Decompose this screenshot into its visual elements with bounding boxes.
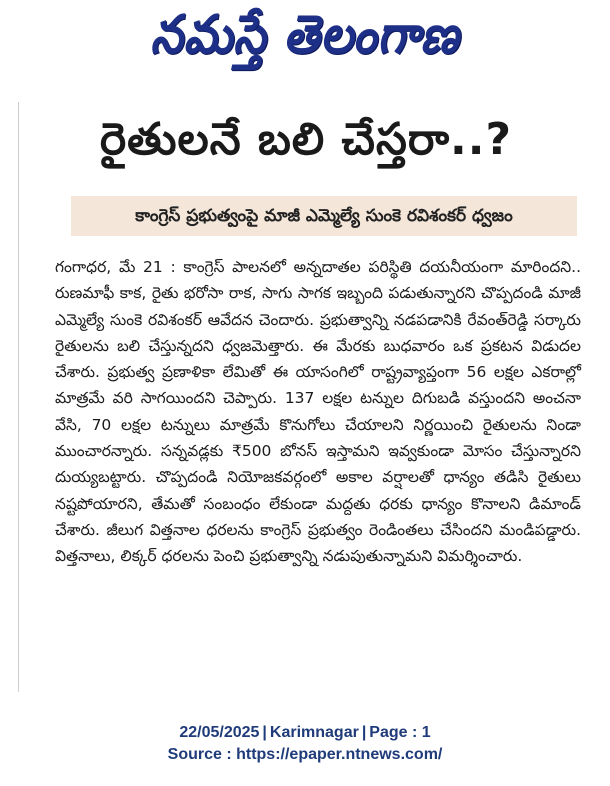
footer-separator: | <box>361 724 367 741</box>
article-dateline: గంగాధర, మే 21 : <box>55 258 176 276</box>
article-body-text: కాంగ్రెస్ పాలనలో అన్నదాతల పరిస్థితి దయనీయంగా మారిందని.. రుణమాఫీ కాక, రైతు భరోసా రాక, సాగు సాగక ఇబ్బంది పడుతున్నారని చొప్పదండి మాజీ ఎమ్మెల్యే సుంకె రవిశంకర్ ఆవేదన చెందారు. ప్రభుత్వాన్ని నడపడానికి రేవంత్‌రెడ్డి సర్కారు రైతులను బలి చేస్తున్నదని ధ్వజమెత్తారు. ఈ మేరకు బుధవారం ఒక ప్రకటన విడుదల చేశారు. ప్రభుత్వ ప్రణాళికా లేమితో ఈ యాసంగిలో రాష్ట్రవ్యాప్తంగా 56 లక్షల ఎకరాల్లో మాత్రమే వరి సాగయిందని చెప్పారు. 137 లక్షల టన్నుల దిగుబడి వస్తుందని అంచనా వేసి, 70 లక్షల టన్నులు మాత్రమే కొనుగోలు చేయాలని నిర్ణయించి రైతులను నిండా ముంచారన్నారు. సన్నవడ్లకు ₹500 బోనస్ ఇస్తామని ఇవ్వకుండా మోసం చేస్తున్నారని దుయ్యబట్టారు. చొప్పదండి నియోజకవర్గంలో అకాల వర్షాలతో ధాన్యం తడిసి రైతులు నష్టపోయారని, తేమతో సంబంధం లేకుండా మద్దతు ధరకు ధాన్యం కొనాలని డిమాండ్ చేశారు. జీలుగ విత్తనాల ధరలను కాంగ్రెస్ ప్రభుత్వం రెండింతలు చేసిందని మండిపడ్డారు. విత్తనాలు, లిక్కర్ ధరలను పెంచి ప్రభుత్వాన్ని నడుపుతున్నామని విమర్శించారు. <box>55 258 581 566</box>
footer-page: Page : 1 <box>369 724 431 741</box>
footer-date: 22/05/2025 <box>179 724 260 741</box>
footer-edition: Karimnagar <box>269 724 359 741</box>
footer-source: Source : https://epaper.ntnews.com/ <box>167 746 443 763</box>
article-subheadline: కాంగ్రెస్ ప్రభుత్వంపై మాజీ ఎమ్మెల్యే సుంకె రవిశంకర్ ధ్వజం <box>71 196 577 236</box>
article-clipping <box>18 102 593 692</box>
page-footer <box>0 722 610 766</box>
footer-meta <box>0 722 610 744</box>
article-headline: రైతులనే బలి చేస్తరా..? <box>99 114 513 165</box>
newspaper-masthead <box>0 3 610 76</box>
masthead-title: నమస్తే తెలంగాణ <box>150 3 460 66</box>
footer-separator: | <box>262 724 267 741</box>
article-body <box>55 254 581 570</box>
